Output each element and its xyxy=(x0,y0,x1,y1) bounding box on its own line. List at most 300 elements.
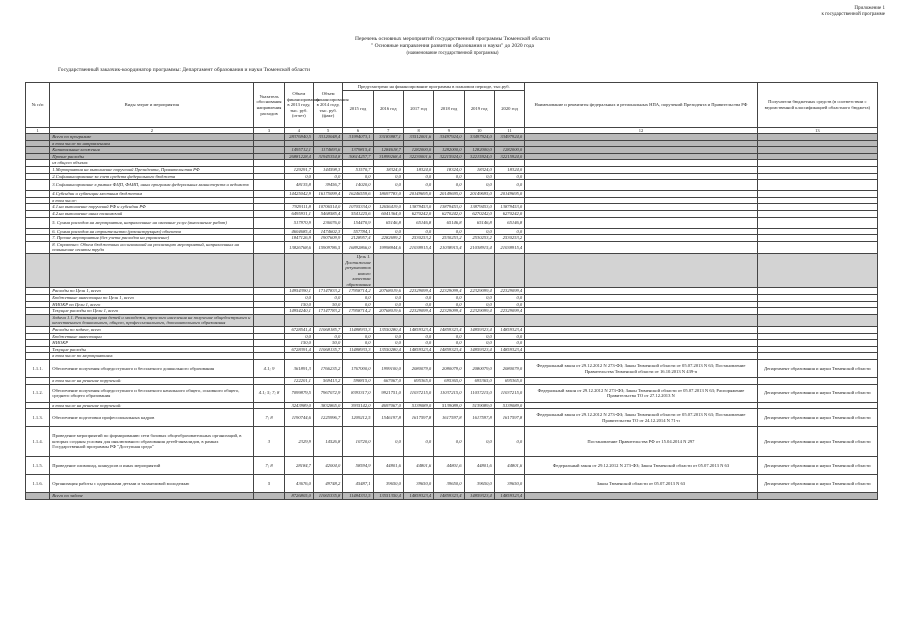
value-cell-3: 2128957,4 xyxy=(343,235,373,242)
row-name: в том числе по мероприятиям: xyxy=(50,353,254,360)
column-number-2: 2 xyxy=(50,128,254,134)
row-indicator xyxy=(254,228,284,235)
row-npa xyxy=(525,217,757,228)
value-cell-6: 5139089,0 xyxy=(434,402,464,409)
row-number xyxy=(26,241,50,253)
value-cell-3: 3935142,0 xyxy=(343,402,373,409)
row-number: 1.1.3. xyxy=(26,409,50,427)
value-cell-8: 20149695,0 xyxy=(494,191,524,198)
value-cell-6 xyxy=(434,140,464,147)
col-2014-header: Объем финансирования в 2014 году, тыс. руб. (факт) xyxy=(313,83,342,128)
column-number-10: 10 xyxy=(464,128,494,134)
row-npa xyxy=(525,301,757,308)
row-recipient xyxy=(757,241,877,253)
row-recipient xyxy=(757,228,877,235)
table-row xyxy=(26,333,878,340)
value-cell-1 xyxy=(284,253,313,288)
value-cell-7: 0,0 xyxy=(464,173,494,180)
row-number xyxy=(26,378,50,385)
row-npa xyxy=(525,253,757,288)
row-name: Всего по задаче xyxy=(50,493,254,500)
table-row xyxy=(26,384,878,402)
value-cell-3 xyxy=(343,160,373,167)
value-cell-4: 2282699,2 xyxy=(373,235,403,242)
value-cell-8 xyxy=(494,140,524,147)
table-row xyxy=(26,241,878,253)
value-cell-2: 33120048,4 xyxy=(313,134,342,141)
value-cell-5: 65146,8 xyxy=(403,217,433,228)
value-cell-3: 0,0 xyxy=(343,340,373,347)
table-row xyxy=(26,378,878,385)
row-recipient xyxy=(757,217,877,228)
value-cell-2: 5468585,4 xyxy=(313,210,342,217)
row-npa xyxy=(525,340,757,347)
row-name: в том числе на решение поручений: xyxy=(50,378,254,385)
value-cell-7: 14859323,4 xyxy=(464,327,494,334)
value-cell-6: 0,0 xyxy=(434,228,464,235)
value-cell-6: 22329099,4 xyxy=(434,308,464,315)
row-recipient xyxy=(757,333,877,340)
value-cell-1: 7099879,5 xyxy=(284,384,313,402)
row-recipient xyxy=(757,253,877,288)
value-cell-7: 2080079,0 xyxy=(464,360,494,378)
value-cell-8: 18324,0 xyxy=(494,166,524,173)
value-cell-7: 39650,0 xyxy=(464,475,494,493)
row-indicator xyxy=(254,197,284,204)
value-cell-2: 1474602,3 xyxy=(313,228,342,235)
row-indicator xyxy=(254,134,284,141)
table-row xyxy=(26,140,878,147)
table-row xyxy=(26,173,878,180)
row-npa xyxy=(525,241,757,253)
row-name: Бюджетные инвестиции по Цели 1, всего xyxy=(50,295,254,302)
value-cell-1: 0,0 xyxy=(284,333,313,340)
row-name: 5. Сумма расходов на мероприятия, направленные на оказание услуг (выполнение работ) xyxy=(50,217,254,228)
value-cell-2: 31945354,8 xyxy=(313,153,342,160)
row-indicator xyxy=(254,191,284,198)
value-cell-6: 44801,6 xyxy=(434,457,464,475)
value-cell-7 xyxy=(464,253,494,288)
row-npa xyxy=(525,346,757,353)
value-cell-7 xyxy=(464,353,494,360)
value-cell-4: 13550280,4 xyxy=(373,346,403,353)
value-cell-4: 9921751,0 xyxy=(373,384,403,402)
table-row xyxy=(26,360,878,378)
value-cell-7 xyxy=(464,140,494,147)
row-npa xyxy=(525,228,757,235)
row-recipient: Департамент образования и науки Тюменской области xyxy=(757,360,877,378)
value-cell-6: 0,0 xyxy=(434,427,464,457)
value-cell-2: 0,0 xyxy=(313,173,342,180)
table-row xyxy=(26,288,878,295)
value-cell-3: 1379815,4 xyxy=(343,147,373,154)
row-recipient xyxy=(757,340,877,347)
column-number-5: 5 xyxy=(313,128,342,134)
value-cell-4: 1546197,8 xyxy=(373,409,403,427)
value-cell-1: 0,0 xyxy=(284,295,313,302)
appendix-label xyxy=(821,6,885,18)
row-recipient xyxy=(757,180,877,191)
row-npa xyxy=(525,493,757,500)
row-npa xyxy=(525,295,757,302)
table-row xyxy=(26,253,878,288)
table-row xyxy=(26,166,878,173)
value-cell-4: 1999100,0 xyxy=(373,360,403,378)
value-cell-7: 18324,0 xyxy=(464,166,494,173)
row-number xyxy=(26,191,50,198)
table-row xyxy=(26,153,878,160)
row-number xyxy=(26,346,50,353)
row-indicator: 7; 8 xyxy=(254,457,284,475)
row-number xyxy=(26,160,50,167)
value-cell-5: 0,0 xyxy=(403,180,433,191)
value-cell-3: 8393317,0 xyxy=(343,384,373,402)
value-cell-6: 0,0 xyxy=(434,340,464,347)
row-name: Бюджетные инвестиции xyxy=(50,333,254,340)
table-row xyxy=(26,457,878,475)
value-cell-1: 8726805,0 xyxy=(284,493,313,500)
value-cell-5: 1617597,8 xyxy=(403,409,433,427)
row-number xyxy=(26,173,50,180)
value-cell-1: 6728541,4 xyxy=(284,327,313,334)
value-cell-3: 17958714,2 xyxy=(343,308,373,315)
value-cell-6: 11037215,0 xyxy=(434,384,464,402)
value-cell-8 xyxy=(494,314,524,326)
row-recipient xyxy=(757,191,877,198)
row-name: Текущие расходы по Цели 1, всего xyxy=(50,308,254,315)
value-cell-3: 31994073,1 xyxy=(343,134,373,141)
value-cell-8: 0,0 xyxy=(494,228,524,235)
column-number-11: 11 xyxy=(494,128,524,134)
value-cell-2: 7967072,9 xyxy=(313,384,342,402)
value-cell-8: 0,0 xyxy=(494,295,524,302)
row-name: Расходы по задаче, всего xyxy=(50,327,254,334)
value-cell-6: 20149695,0 xyxy=(434,191,464,198)
value-cell-3: 0,0 xyxy=(343,333,373,340)
value-cell-7: 0,0 xyxy=(464,427,494,457)
year-header-3: 2017 год xyxy=(403,91,433,128)
row-number xyxy=(26,253,50,288)
value-cell-8 xyxy=(494,160,524,167)
value-cell-7: 33497924,0 xyxy=(464,134,494,141)
value-cell-4 xyxy=(373,140,403,147)
value-cell-5: 0,0 xyxy=(403,340,433,347)
value-cell-7 xyxy=(464,314,494,326)
value-cell-1: 129291,7 xyxy=(284,166,313,173)
value-cell-3: 1209212,5 xyxy=(343,409,373,427)
value-cell-4: 65146,8 xyxy=(373,217,403,228)
row-number xyxy=(26,153,50,160)
row-indicator xyxy=(254,378,284,385)
row-indicator xyxy=(254,493,284,500)
value-cell-5 xyxy=(403,160,433,167)
value-cell-7: 14859323,4 xyxy=(464,493,494,500)
table-row xyxy=(26,353,878,360)
row-number xyxy=(26,402,50,409)
row-number: 1.1.5. xyxy=(26,457,50,475)
value-cell-1: 1847126,9 xyxy=(284,235,313,242)
row-name: Прочие расходы xyxy=(50,153,254,160)
row-indicator xyxy=(254,314,284,326)
table-row xyxy=(26,314,878,326)
row-npa xyxy=(525,288,757,295)
value-cell-2: 50,0 xyxy=(313,301,342,308)
value-cell-2: 50,0 xyxy=(313,340,342,347)
row-number xyxy=(26,180,50,191)
value-cell-3: 11488933,3 xyxy=(343,346,373,353)
row-recipient xyxy=(757,327,877,334)
row-npa xyxy=(525,180,757,191)
row-indicator xyxy=(254,173,284,180)
row-indicator xyxy=(254,210,284,217)
value-cell-3: 10705334,0 xyxy=(343,204,373,211)
row-recipient xyxy=(757,173,877,180)
row-recipient xyxy=(757,378,877,385)
value-cell-3: 11488933,3 xyxy=(343,327,373,334)
row-name: Всего по программе xyxy=(50,134,254,141)
row-npa xyxy=(525,333,757,340)
value-cell-2: 17147783,2 xyxy=(313,308,342,315)
column-number-13: 13 xyxy=(757,128,877,134)
value-cell-7 xyxy=(464,160,494,167)
value-cell-2: 3832865,0 xyxy=(313,402,342,409)
value-cell-7: 1617597,8 xyxy=(464,409,494,427)
row-name: 4.Субсидии и субвенции местным бюджетам xyxy=(50,191,254,198)
value-cell-7: 5139089,0 xyxy=(464,402,494,409)
value-cell-6: 0,0 xyxy=(434,173,464,180)
row-indicator xyxy=(254,308,284,315)
table-row xyxy=(26,493,878,500)
table-row xyxy=(26,210,878,217)
row-indicator xyxy=(254,327,284,334)
value-cell-1 xyxy=(284,140,313,147)
value-cell-6: 2080079,0 xyxy=(434,360,464,378)
value-cell-7: 0,0 xyxy=(464,295,494,302)
row-npa xyxy=(525,160,757,167)
column-number-1: 1 xyxy=(26,128,50,134)
year-header-5: 2019 год xyxy=(464,91,494,128)
row-number xyxy=(26,340,50,347)
row-number xyxy=(26,295,50,302)
value-cell-5: 18324,0 xyxy=(403,166,433,173)
value-cell-4: 0,0 xyxy=(373,333,403,340)
value-cell-8 xyxy=(494,197,524,204)
value-cell-8: 0,0 xyxy=(494,173,524,180)
row-number: 1.1.4. xyxy=(26,427,50,457)
row-number xyxy=(26,210,50,217)
value-cell-1: 2329,9 xyxy=(284,427,313,457)
value-cell-3 xyxy=(343,140,373,147)
row-indicator: 7; 8 xyxy=(254,409,284,427)
row-indicator: 4.1; 9 xyxy=(254,360,284,378)
row-recipient xyxy=(757,235,877,242)
value-cell-3: 16246559,6 xyxy=(343,191,373,198)
value-cell-6: 13879453,0 xyxy=(434,204,464,211)
table-row xyxy=(26,217,878,228)
value-cell-1 xyxy=(284,314,313,326)
value-cell-4: 33183887,1 xyxy=(373,134,403,141)
row-indicator: 5 xyxy=(254,475,284,493)
row-npa xyxy=(525,353,757,360)
value-cell-5: 2530253,2 xyxy=(403,235,433,242)
value-cell-8: 21038915,4 xyxy=(494,241,524,253)
row-number xyxy=(26,147,50,154)
row-npa: Федеральный закон от 29.12.2012 N 273-ФЗ; Закон Тюменской области от 05.07.2013 N 63; Распоряжение Правительства ТО от 27.12.2013 N xyxy=(525,384,757,402)
value-cell-6 xyxy=(434,197,464,204)
value-cell-2: 42004,0 xyxy=(313,457,342,475)
row-recipient: Департамент образования и науки Тюменской области xyxy=(757,475,877,493)
row-npa xyxy=(525,140,757,147)
row-npa xyxy=(525,204,757,211)
value-cell-4: 20768019,6 xyxy=(373,308,403,315)
row-indicator xyxy=(254,333,284,340)
value-cell-1: 14954240,1 xyxy=(284,308,313,315)
value-cell-3: 5541225,6 xyxy=(343,210,373,217)
value-cell-6: 2530253,2 xyxy=(434,235,464,242)
value-cell-5: 2080079,0 xyxy=(403,360,433,378)
value-cell-1: 122201,1 xyxy=(284,378,313,385)
row-indicator xyxy=(254,353,284,360)
value-cell-6: 0,0 xyxy=(434,301,464,308)
value-cell-4: 0,0 xyxy=(373,301,403,308)
row-indicator xyxy=(254,166,284,173)
row-number xyxy=(26,217,50,228)
value-cell-4: 39650,0 xyxy=(373,475,403,493)
column-number-7: 7 xyxy=(373,128,403,134)
value-cell-6: 18324,0 xyxy=(434,166,464,173)
row-number: 1.1.6. xyxy=(26,475,50,493)
value-cell-4: 1284618,7 xyxy=(373,147,403,154)
value-cell-6: 14859323,4 xyxy=(434,327,464,334)
table-row xyxy=(26,197,878,204)
row-npa xyxy=(525,308,757,315)
value-cell-7: 21038915,4 xyxy=(464,241,494,253)
row-name: 8. Справочно: Объем бюджетных ассигнований на реализацию мероприятий, направленных на повышение оплаты труда xyxy=(50,241,254,253)
row-number xyxy=(26,493,50,500)
value-cell-3: 14020,0 xyxy=(343,180,373,191)
value-cell-1: 26881228,4 xyxy=(284,153,313,160)
table-row xyxy=(26,475,878,493)
value-cell-1 xyxy=(284,197,313,204)
value-cell-2: 144598,3 xyxy=(313,166,342,173)
value-cell-1: 14425042,9 xyxy=(284,191,313,198)
value-cell-8: 22329099,4 xyxy=(494,288,524,295)
table-row xyxy=(26,235,878,242)
row-name: НИОКР xyxy=(50,340,254,347)
value-cell-3: 30614257,7 xyxy=(343,153,373,160)
value-cell-3: 10720,0 xyxy=(343,427,373,457)
row-indicator: 3 xyxy=(254,427,284,457)
value-cell-4: 31899268,4 xyxy=(373,153,403,160)
table-row xyxy=(26,340,878,347)
row-name: 1.Мероприятия на выполнение поручений Президента, Правительства РФ xyxy=(50,166,254,173)
row-indicator xyxy=(254,147,284,154)
value-cell-8: 1282000,0 xyxy=(494,147,524,154)
value-cell-5: 11037215,0 xyxy=(403,384,433,402)
value-cell-1: 1190744,6 xyxy=(284,409,313,427)
value-cell-4: 4697067,0 xyxy=(373,402,403,409)
value-cell-1: 14954390,1 xyxy=(284,288,313,295)
row-name: Капитальные вложения xyxy=(50,147,254,154)
table-row xyxy=(26,134,878,141)
value-cell-6: 22329099,4 xyxy=(434,288,464,295)
value-cell-7: 2530253,2 xyxy=(464,235,494,242)
row-recipient xyxy=(757,314,877,326)
row-indicator xyxy=(254,253,284,288)
table-row xyxy=(26,308,878,315)
value-cell-3: 16892866,0 xyxy=(343,241,373,253)
row-indicator: 4.1; 5; 7; 8 xyxy=(254,384,284,402)
row-recipient xyxy=(757,346,877,353)
row-name: 2.Софинансирование за счет средств федерального бюджета xyxy=(50,173,254,180)
value-cell-5: 0,0 xyxy=(403,427,433,457)
value-cell-8: 14859323,4 xyxy=(494,327,524,334)
value-cell-8: 2080079,0 xyxy=(494,360,524,378)
row-indicator xyxy=(254,301,284,308)
value-cell-1: 517970,9 xyxy=(284,217,313,228)
table-row xyxy=(26,346,878,353)
value-cell-2: 569413,2 xyxy=(313,378,342,385)
value-cell-2: 11068185,7 xyxy=(313,327,342,334)
row-npa: Федеральный закон от 29.12.2012 N 273-ФЗ; Закон Тюменской области от 05.07.2013 N 63 xyxy=(525,457,757,475)
row-npa xyxy=(525,173,757,180)
row-indicator xyxy=(254,140,284,147)
row-recipient xyxy=(757,197,877,204)
value-cell-2: 49748,2 xyxy=(313,475,342,493)
value-cell-5 xyxy=(403,314,433,326)
row-recipient: Департамент образования и науки Тюменской области xyxy=(757,457,877,475)
value-cell-5: 5139089,0 xyxy=(403,402,433,409)
value-cell-7: 6270242,0 xyxy=(464,210,494,217)
doc-title-line-2: " Основные направления развития образования и науки" до 2020 года xyxy=(371,43,534,49)
value-cell-2: 17147833,2 xyxy=(313,288,342,295)
value-cell-2: 16175099,4 xyxy=(313,191,342,198)
row-number xyxy=(26,197,50,204)
value-cell-7: 14859323,4 xyxy=(464,346,494,353)
value-cell-3: 11484331,5 xyxy=(343,493,373,500)
row-name: 4.2.на выполнение иных полномочий xyxy=(50,210,254,217)
value-cell-8: 695365,0 xyxy=(494,378,524,385)
appendix-line-2: к государственной программе xyxy=(821,12,885,17)
value-cell-1: 28184,7 xyxy=(284,457,313,475)
row-number xyxy=(26,235,50,242)
row-number xyxy=(26,314,50,326)
row-indicator xyxy=(254,160,284,167)
table-row xyxy=(26,295,878,302)
row-number xyxy=(26,166,50,173)
row-npa xyxy=(525,235,757,242)
value-cell-3 xyxy=(343,197,373,204)
value-cell-8: 1617597,8 xyxy=(494,409,524,427)
row-npa: Федеральный закон от 29.12.2012 N 273-ФЗ; Закон Тюменской области от 05.07.2013 N 63; Постановление Правительства ТО от 24.12.2014 N 71-п xyxy=(525,409,757,427)
value-cell-5: 1282000,0 xyxy=(403,147,433,154)
table-row xyxy=(26,228,878,235)
row-indicator xyxy=(254,402,284,409)
value-cell-5 xyxy=(403,197,433,204)
value-cell-6 xyxy=(434,160,464,167)
value-cell-5: 44801,6 xyxy=(403,457,433,475)
value-cell-6 xyxy=(434,314,464,326)
row-name: 6. Сумма расходов на строительство (реконструкцию) объектов xyxy=(50,228,254,235)
table-row xyxy=(26,160,878,167)
row-npa xyxy=(525,197,757,204)
value-cell-4: 20768019,6 xyxy=(373,288,403,295)
row-number xyxy=(26,288,50,295)
row-name: 4.1.на выполнение поручений РФ и субсидии РФ xyxy=(50,204,254,211)
value-cell-7: 1282000,0 xyxy=(464,147,494,154)
table-row xyxy=(26,402,878,409)
row-name: Обеспечение получения общедоступного и бесплатного дошкольного образования xyxy=(50,360,254,378)
